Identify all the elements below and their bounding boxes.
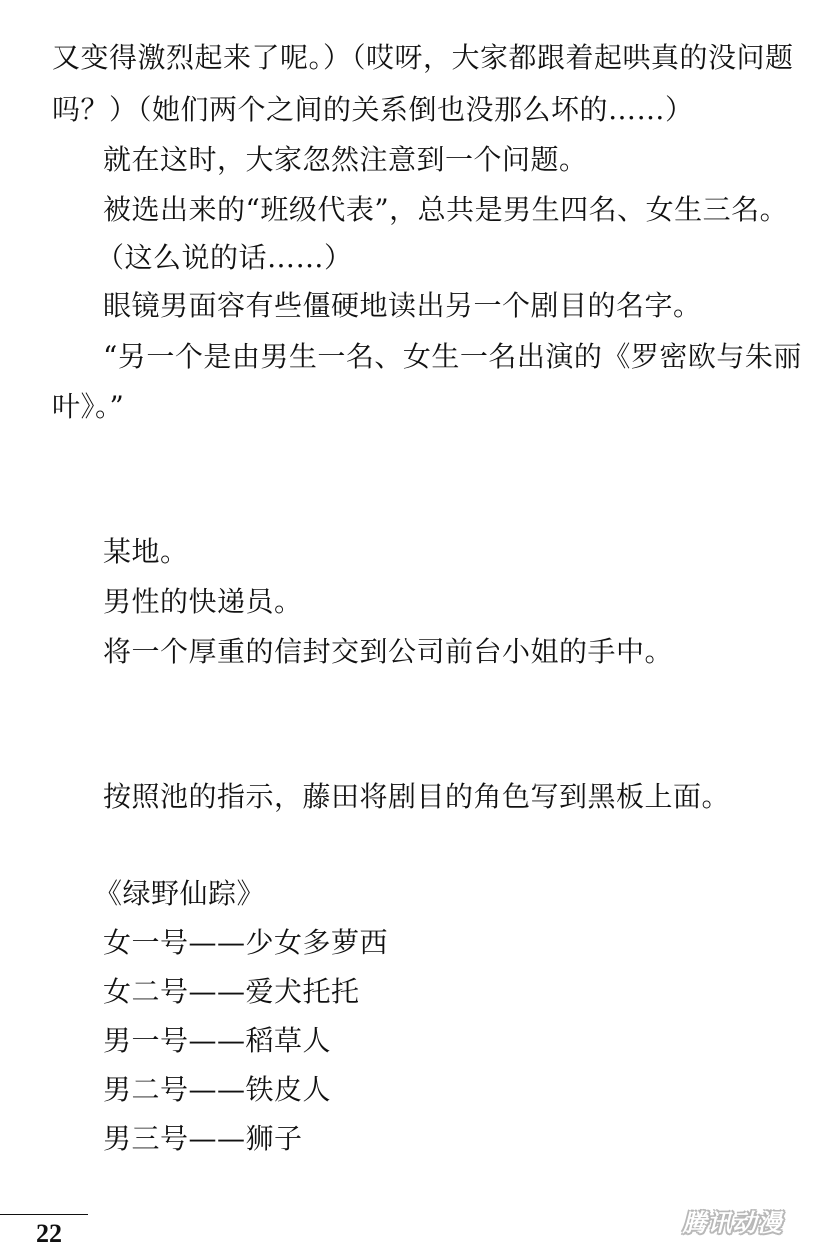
role-line-3: 男一号——稻草人 — [103, 1024, 332, 1057]
chalkboard-intro: 按照池的指示，藤田将剧目的角色写到黑板上面。 — [103, 780, 731, 813]
footer-rule — [0, 1214, 88, 1215]
scene-line-1: 某地。 — [103, 535, 189, 568]
role-line-4: 男二号——铁皮人 — [103, 1073, 332, 1106]
body-line-3: 就在这时，大家忽然注意到一个问题。 — [103, 143, 588, 176]
watermark-logo: 腾讯动漫 — [682, 1208, 783, 1237]
role-line-1: 女一号——少女多萝西 — [103, 926, 389, 959]
scene-line-3: 将一个厚重的信封交到公司前台小姐的手中。 — [103, 635, 674, 668]
body-line-1: 又变得激烈起来了呢。）（哎呀，大家都跟着起哄真的没问题 — [52, 41, 794, 74]
page-number: 22 — [36, 1219, 62, 1248]
body-line-4: 被选出来的“班级代表”，总共是男生四名、女生三名。 — [103, 193, 789, 226]
scene-line-2: 男性的快递员。 — [103, 585, 303, 618]
play-title: 《绿野仙踪》 — [94, 877, 266, 910]
body-line-8: 叶》。” — [52, 390, 125, 423]
body-line-7: “另一个是由男生一名、女生一名出演的《罗密欧与朱丽 — [103, 340, 802, 373]
body-line-2: 吗？）（她们两个之间的关系倒也没那么坏的……） — [52, 93, 694, 126]
body-line-6: 眼镜男面容有些僵硬地读出另一个剧目的名字。 — [103, 289, 702, 322]
role-line-5: 男三号——狮子 — [103, 1122, 303, 1155]
role-line-2: 女二号——爱犬托托 — [103, 975, 360, 1008]
body-line-5: （这么说的话……） — [96, 241, 353, 274]
